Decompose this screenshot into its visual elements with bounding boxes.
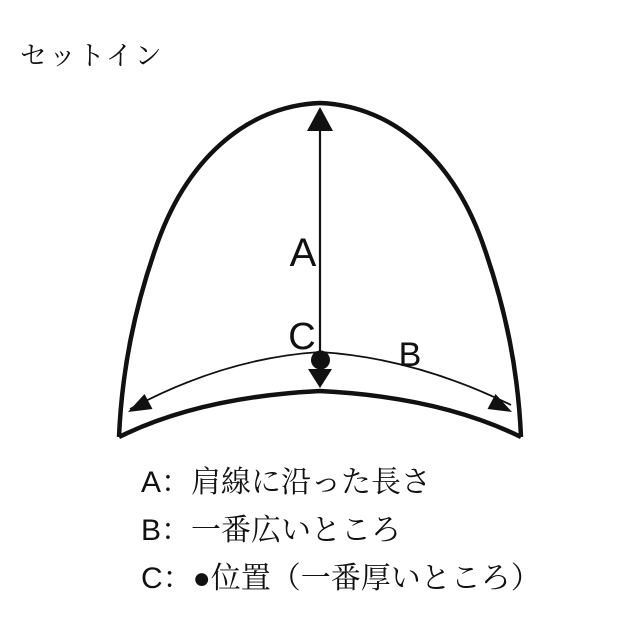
label-b: B <box>398 336 422 374</box>
height-arrowhead-top-icon <box>307 107 333 131</box>
width-arrowhead-left-icon <box>128 394 153 412</box>
legend-item-b: B：一番広いところ <box>141 514 402 547</box>
label-a: A <box>289 231 317 275</box>
bottom-edge-curve <box>119 391 521 437</box>
legend <box>141 459 541 603</box>
height-arrowhead-bottom-icon <box>308 369 332 388</box>
legend-item-c: C：●位置（一番厚いところ） <box>141 562 541 595</box>
page-title: セットイン <box>20 41 164 71</box>
label-c: C <box>288 316 316 358</box>
legend-item-a: A：肩線に沿った長さ <box>141 466 432 499</box>
